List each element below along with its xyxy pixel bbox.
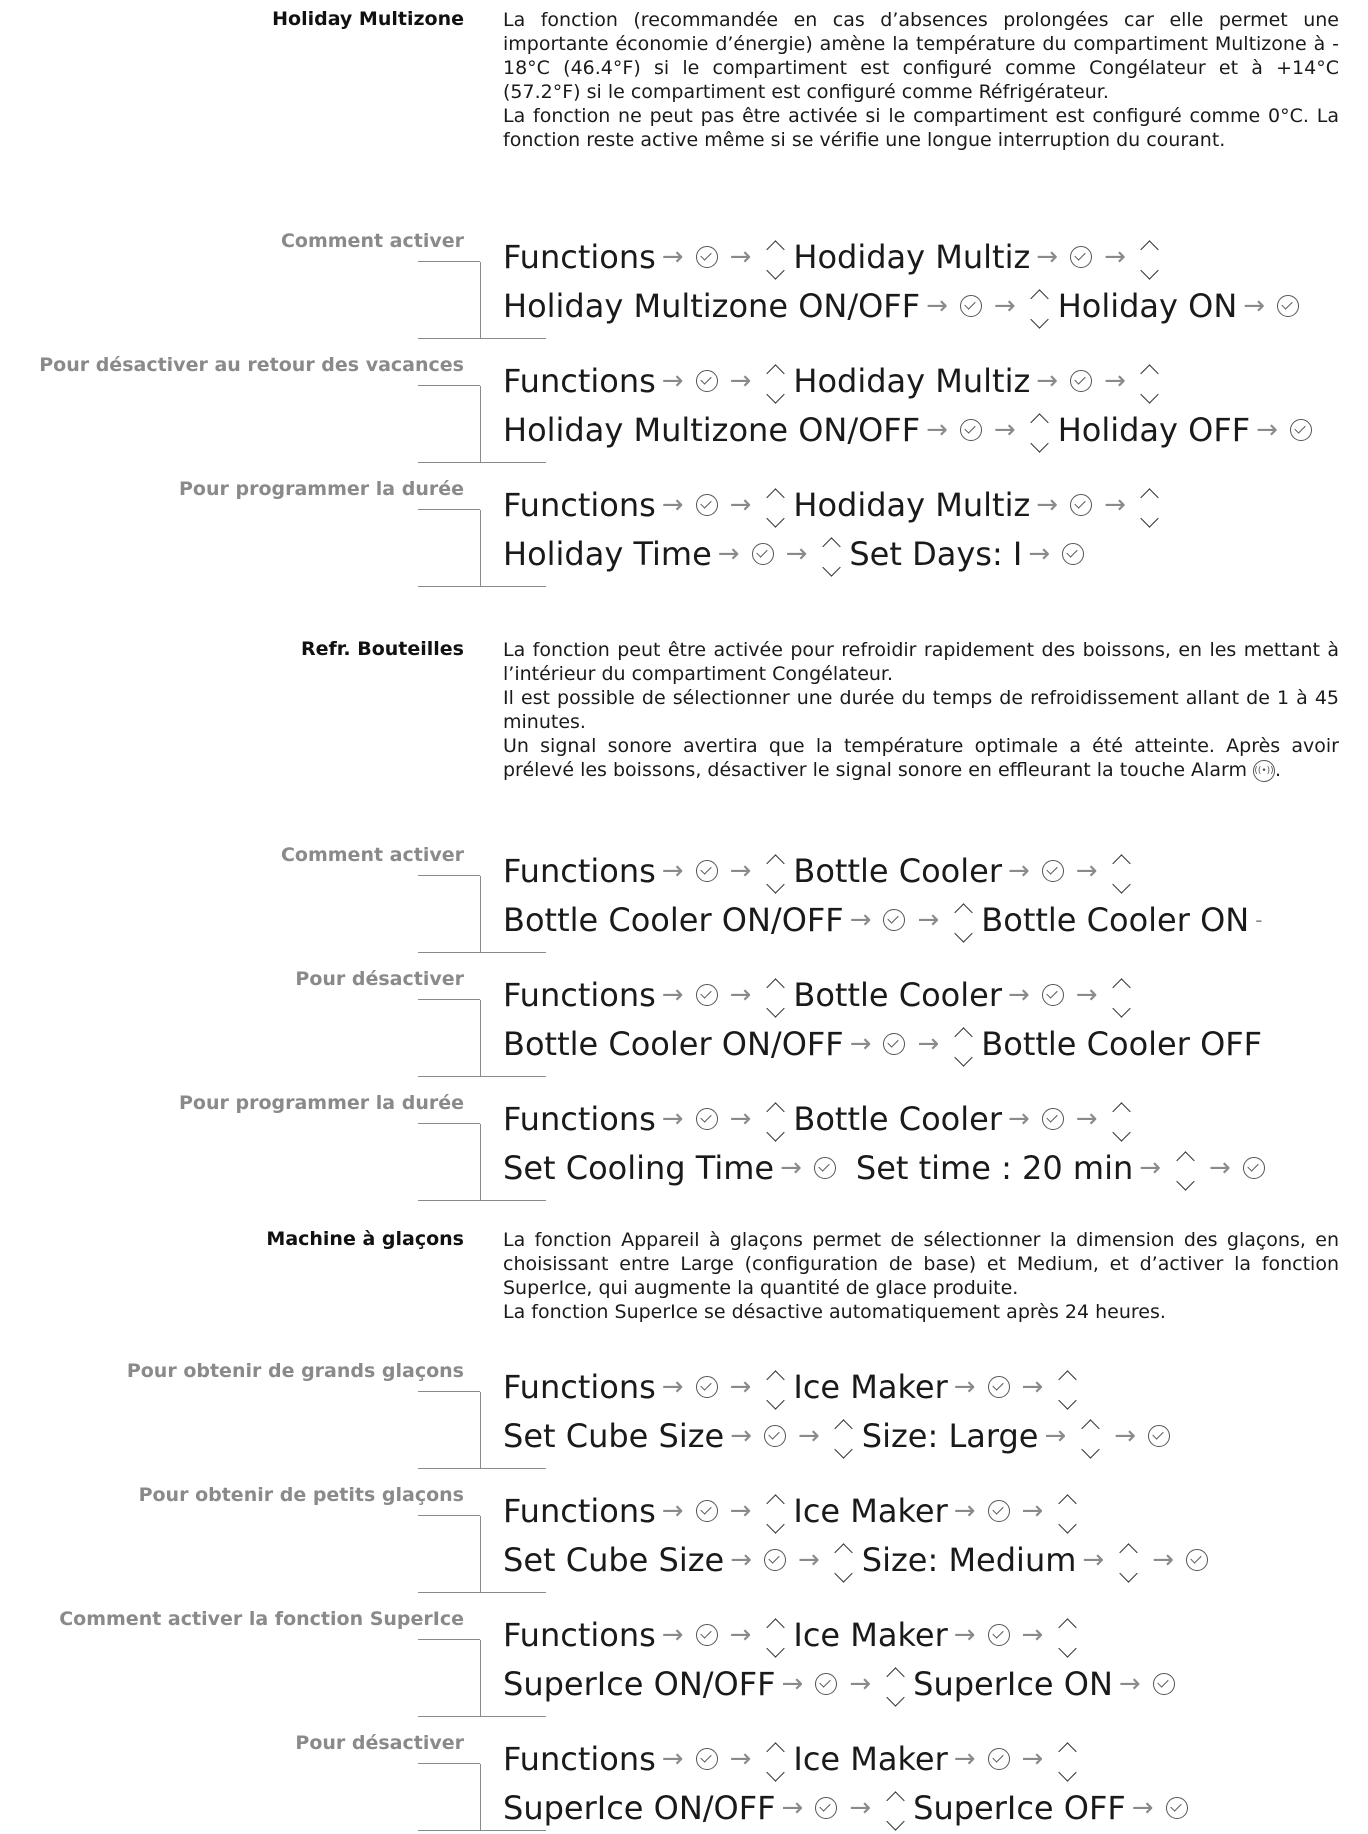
step-text: Set Days: I: [849, 534, 1023, 573]
arrow-right-icon: →: [661, 1619, 684, 1650]
arrow-right-icon: →: [661, 1743, 684, 1774]
arrow-right-icon: →: [730, 1544, 752, 1575]
up-down-chevron-icon: [1055, 1365, 1079, 1409]
check-circle-icon: [1042, 1108, 1064, 1130]
up-down-chevron-icon: [763, 359, 787, 403]
arrow-right-icon: →: [953, 1743, 976, 1774]
arrow-right-icon: →: [1036, 365, 1059, 396]
step-text: Bottle Cooler: [793, 975, 1002, 1014]
arrow-right-icon: →: [1131, 1792, 1154, 1823]
arrow-right-icon: →: [798, 1420, 820, 1451]
arrow-right-icon: →: [993, 414, 1016, 445]
step-text: Functions: [503, 1099, 656, 1138]
up-down-chevron-icon: [763, 1737, 787, 1781]
check-circle-icon: [1186, 1549, 1208, 1571]
step-text: Hodiday Multiz: [793, 485, 1031, 524]
paragraph: La fonction ne peut pas être activée si le compartiment est configuré comme 0°C. La fonction reste active même si se vérifie une longue interruption du courant.: [503, 105, 1339, 151]
arrow-right-icon: →: [1152, 1544, 1174, 1575]
check-circle-icon: [1166, 1797, 1188, 1819]
up-down-chevron-icon: [1138, 359, 1162, 403]
check-circle-icon: [883, 1033, 905, 1055]
arrow-right-icon: →: [661, 365, 684, 396]
check-circle-icon: [696, 246, 718, 268]
up-down-chevron-icon: [1055, 1613, 1079, 1657]
up-down-chevron-icon: [763, 973, 787, 1017]
section-description-holiday-multizone: [503, 8, 1339, 152]
step-text: Ice Maker: [793, 1491, 948, 1530]
step-text: Functions: [503, 851, 656, 890]
check-circle-icon: [696, 1500, 718, 1522]
check-circle-icon: [752, 543, 774, 565]
check-circle-icon: [1070, 370, 1092, 392]
up-down-chevron-icon: [1110, 1097, 1134, 1141]
step-sequence-bc-activate: [503, 846, 1262, 944]
arrow-right-icon: →: [1256, 414, 1278, 445]
step-text: Holiday ON: [1057, 286, 1238, 325]
step-sequence-hm-duration: [503, 480, 1168, 578]
arrow-right-icon: →: [1082, 1544, 1105, 1575]
check-circle-icon: [696, 860, 718, 882]
step-text: Holiday Multizone ON/OFF: [503, 410, 921, 449]
step-text: Bottle Cooler: [793, 1099, 1002, 1138]
step-text: Functions: [503, 361, 656, 400]
step-text: Bottle Cooler OFF: [981, 1024, 1263, 1063]
arrow-right-icon: →: [729, 1619, 752, 1650]
up-down-chevron-icon: [819, 532, 843, 576]
check-circle-icon: [696, 1376, 718, 1398]
arrow-right-icon: →: [729, 979, 752, 1010]
paragraph: [503, 734, 1339, 782]
section-heading-holiday-multizone: Holiday Multizone: [272, 8, 464, 30]
section-heading-machine-a-glacons: Machine à glaçons: [266, 1228, 464, 1250]
step-sequence-bc-deactivate: [503, 970, 1262, 1068]
arrow-right-icon: →: [717, 538, 740, 569]
up-down-chevron-icon: [832, 1414, 856, 1458]
arrow-right-icon: →: [661, 1371, 684, 1402]
step-text: SuperIce OFF: [913, 1788, 1126, 1827]
step-text: Ice Maker: [793, 1367, 948, 1406]
arrow-right-icon: →: [729, 855, 752, 886]
alarm-icon: ((•)): [1253, 760, 1275, 782]
check-circle-icon: [764, 1425, 786, 1447]
arrow-right-icon: →: [729, 1103, 752, 1134]
arrow-right-icon: →: [849, 1792, 872, 1823]
step-text: Hodiday Multiz: [793, 361, 1031, 400]
arrow-right-icon: →: [730, 1420, 752, 1451]
up-down-chevron-icon: [1173, 1146, 1197, 1190]
arrow-right-icon: →: [926, 414, 948, 445]
arrow-right-icon: →: [1036, 489, 1059, 520]
arrow-right-icon: →: [785, 538, 808, 569]
step-text: Bottle Cooler ON/OFF: [503, 1024, 844, 1063]
arrow-right-icon: →: [1007, 855, 1030, 886]
step-text: Holiday OFF: [1057, 410, 1251, 449]
section-description-refr-bouteilles: [503, 638, 1339, 782]
arrow-right-icon: →: [1044, 1420, 1067, 1451]
arrow-right-icon: →: [849, 1668, 872, 1699]
check-circle-icon: [988, 1376, 1010, 1398]
arrow-right-icon: →: [661, 855, 684, 886]
step-text: Set Cooling Time: [503, 1148, 775, 1187]
check-circle-icon: [1042, 860, 1064, 882]
trailing-mark: -: [1255, 907, 1263, 932]
arrow-right-icon: →: [661, 241, 684, 272]
arrow-right-icon: →: [661, 1103, 684, 1134]
arrow-right-icon: →: [1021, 1495, 1044, 1526]
up-down-chevron-icon: [1078, 1414, 1102, 1458]
arrow-right-icon: →: [1104, 365, 1126, 396]
arrow-right-icon: →: [953, 1495, 976, 1526]
up-down-chevron-icon: [1110, 849, 1134, 893]
step-text: Set Cube Size: [503, 1416, 725, 1455]
step-sequence-bc-duration: [503, 1094, 1271, 1192]
up-down-chevron-icon: [951, 1022, 975, 1066]
check-circle-icon: [1070, 494, 1092, 516]
up-down-chevron-icon: [763, 1489, 787, 1533]
paragraph: La fonction (recommandée en cas d’absences prolongées car elle permet une importante économie d’énergie) amène la température du compartiment Multizone à - 18°C (46.4°F) si le compartiment est configuré comme Congélateur et à +14°C (57.2°F) si le compartiment est configuré comme Réfrigérateur.: [503, 9, 1339, 103]
step-text: Functions: [503, 485, 656, 524]
arrow-right-icon: →: [1139, 1152, 1162, 1183]
arrow-right-icon: →: [1118, 1668, 1141, 1699]
check-circle-icon: [815, 1797, 837, 1819]
paragraph: La fonction SuperIce se désactive automatiquement après 24 heures.: [503, 1301, 1166, 1323]
arrow-right-icon: →: [729, 1371, 752, 1402]
check-circle-icon: [960, 295, 982, 317]
step-label-im-superice-off: Pour désactiver: [295, 1732, 464, 1754]
arrow-right-icon: →: [1243, 290, 1266, 321]
paragraph: La fonction peut être activée pour refroidir rapidement des boissons, en les mettant à l’intérieur du compartiment Congélateur.: [503, 639, 1339, 685]
step-sequence-hm-deactivate: [503, 356, 1318, 454]
up-down-chevron-icon: [951, 898, 975, 942]
up-down-chevron-icon: [763, 483, 787, 527]
step-text: Size: Large: [861, 1416, 1039, 1455]
up-down-chevron-icon: [1138, 483, 1162, 527]
arrow-right-icon: →: [849, 904, 872, 935]
check-circle-icon: [696, 1108, 718, 1130]
arrow-right-icon: →: [781, 1792, 804, 1823]
step-label-im-superice-on: Comment activer la fonction SuperIce: [59, 1608, 464, 1630]
arrow-right-icon: →: [993, 290, 1016, 321]
arrow-right-icon: →: [1021, 1619, 1044, 1650]
arrow-right-icon: →: [1007, 979, 1030, 1010]
step-text: Functions: [503, 237, 656, 276]
up-down-chevron-icon: [1028, 284, 1052, 328]
step-label-im-large: Pour obtenir de grands glaçons: [126, 1360, 464, 1382]
step-text: Ice Maker: [793, 1739, 948, 1778]
step-sequence-im-superice-off: [503, 1734, 1194, 1832]
check-circle-icon: [815, 1673, 837, 1695]
check-circle-icon: [988, 1748, 1010, 1770]
check-circle-icon: [696, 1624, 718, 1646]
step-text: Set time : 20 min: [855, 1148, 1134, 1187]
arrow-right-icon: →: [926, 290, 948, 321]
arrow-right-icon: →: [1075, 855, 1098, 886]
paragraph-text: Un signal sonore avertira que la température optimale a été atteinte. Après avoir prélevé les boissons, désactiver le signal sonore en effleurant la touche Alarm: [503, 735, 1339, 781]
arrow-right-icon: →: [729, 1495, 752, 1526]
check-circle-icon: [960, 419, 982, 441]
step-text: Set Cube Size: [503, 1540, 725, 1579]
arrow-right-icon: →: [1007, 1103, 1030, 1134]
check-circle-icon: [1153, 1673, 1175, 1695]
arrow-right-icon: →: [781, 1668, 804, 1699]
arrow-right-icon: →: [729, 1743, 752, 1774]
step-text: Size: Medium: [861, 1540, 1077, 1579]
step-text: SuperIce ON/OFF: [503, 1788, 776, 1827]
paragraph: La fonction Appareil à glaçons permet de sélectionner la dimension des glaçons, en choisissant entre Large (configuration de base) et Medium, et d’activer la fonction SuperIce, qui augmente la quantité de glace produite.: [503, 1229, 1339, 1299]
arrow-right-icon: →: [798, 1544, 820, 1575]
check-circle-icon: [883, 909, 905, 931]
step-label-bc-deactivate: Pour désactiver: [295, 968, 464, 990]
arrow-right-icon: →: [1021, 1371, 1044, 1402]
arrow-right-icon: →: [729, 241, 752, 272]
step-text: Functions: [503, 1367, 656, 1406]
up-down-chevron-icon: [832, 1538, 856, 1582]
paragraph-trailing: .: [1275, 759, 1282, 781]
check-circle-icon: [988, 1624, 1010, 1646]
step-sequence-im-large: [503, 1362, 1176, 1460]
up-down-chevron-icon: [763, 1097, 787, 1141]
check-circle-icon: [1062, 543, 1084, 565]
check-circle-icon: [988, 1500, 1010, 1522]
arrow-right-icon: →: [1209, 1152, 1231, 1183]
step-text: Holiday Multizone ON/OFF: [503, 286, 921, 325]
step-text: Bottle Cooler ON/OFF: [503, 900, 844, 939]
up-down-chevron-icon: [1138, 235, 1162, 279]
step-text: Functions: [503, 1491, 656, 1530]
arrow-right-icon: →: [849, 1028, 872, 1059]
up-down-chevron-icon: [763, 1613, 787, 1657]
step-text: SuperIce ON: [913, 1664, 1113, 1703]
step-sequence-im-medium: [503, 1486, 1214, 1584]
arrow-right-icon: →: [780, 1152, 802, 1183]
arrow-right-icon: →: [661, 979, 684, 1010]
step-label-hm-deactivate: Pour désactiver au retour des vacances: [39, 354, 464, 376]
up-down-chevron-icon: [763, 849, 787, 893]
step-text: Functions: [503, 1739, 656, 1778]
arrow-right-icon: →: [661, 1495, 684, 1526]
up-down-chevron-icon: [883, 1662, 907, 1706]
section-description-machine-a-glacons: [503, 1228, 1339, 1324]
check-circle-icon: [1070, 246, 1092, 268]
check-circle-icon: [1042, 984, 1064, 1006]
up-down-chevron-icon: [763, 235, 787, 279]
arrow-right-icon: →: [1028, 538, 1051, 569]
step-text: Holiday Time: [503, 534, 712, 573]
step-text: Functions: [503, 1615, 656, 1654]
arrow-right-icon: →: [917, 1028, 940, 1059]
up-down-chevron-icon: [883, 1786, 907, 1830]
check-circle-icon: [696, 494, 718, 516]
step-label-hm-duration: Pour programmer la durée: [179, 478, 464, 500]
section-heading-refr-bouteilles: Refr. Bouteilles: [300, 638, 464, 660]
paragraph: Il est possible de sélectionner une durée du temps de refroidissement allant de 1 à 45 minutes.: [503, 687, 1339, 733]
step-label-bc-activate: Comment activer: [280, 844, 464, 866]
up-down-chevron-icon: [1055, 1489, 1079, 1533]
up-down-chevron-icon: [1028, 408, 1052, 452]
up-down-chevron-icon: [763, 1365, 787, 1409]
arrow-right-icon: →: [1104, 489, 1126, 520]
check-circle-icon: [1148, 1425, 1170, 1447]
check-circle-icon: [1290, 419, 1312, 441]
step-sequence-hm-activate: [503, 232, 1305, 330]
step-label-hm-activate: Comment activer: [280, 230, 464, 252]
check-circle-icon: [1277, 295, 1299, 317]
arrow-right-icon: →: [1021, 1743, 1044, 1774]
check-circle-icon: [814, 1157, 836, 1179]
up-down-chevron-icon: [1055, 1737, 1079, 1781]
step-text: Bottle Cooler: [793, 851, 1002, 890]
check-circle-icon: [696, 370, 718, 392]
up-down-chevron-icon: [1116, 1538, 1140, 1582]
check-circle-icon: [696, 984, 718, 1006]
arrow-right-icon: →: [953, 1371, 976, 1402]
step-text: Functions: [503, 975, 656, 1014]
check-circle-icon: [764, 1549, 786, 1571]
up-down-chevron-icon: [1110, 973, 1134, 1017]
arrow-right-icon: →: [729, 489, 752, 520]
step-label-im-medium: Pour obtenir de petits glaçons: [138, 1484, 464, 1506]
arrow-right-icon: →: [729, 365, 752, 396]
arrow-right-icon: →: [1104, 241, 1126, 272]
arrow-right-icon: →: [1114, 1420, 1137, 1451]
arrow-right-icon: →: [661, 489, 684, 520]
arrow-right-icon: →: [1075, 979, 1098, 1010]
check-circle-icon: [1243, 1157, 1265, 1179]
step-text: Bottle Cooler ON: [981, 900, 1250, 939]
step-sequence-im-superice-on: [503, 1610, 1181, 1708]
arrow-right-icon: →: [1075, 1103, 1098, 1134]
step-text: Hodiday Multiz: [793, 237, 1031, 276]
arrow-right-icon: →: [1036, 241, 1059, 272]
step-text: Ice Maker: [793, 1615, 948, 1654]
arrow-right-icon: →: [917, 904, 940, 935]
step-text: SuperIce ON/OFF: [503, 1664, 776, 1703]
arrow-right-icon: →: [953, 1619, 976, 1650]
step-label-bc-duration: Pour programmer la durée: [179, 1092, 464, 1114]
check-circle-icon: [696, 1748, 718, 1770]
